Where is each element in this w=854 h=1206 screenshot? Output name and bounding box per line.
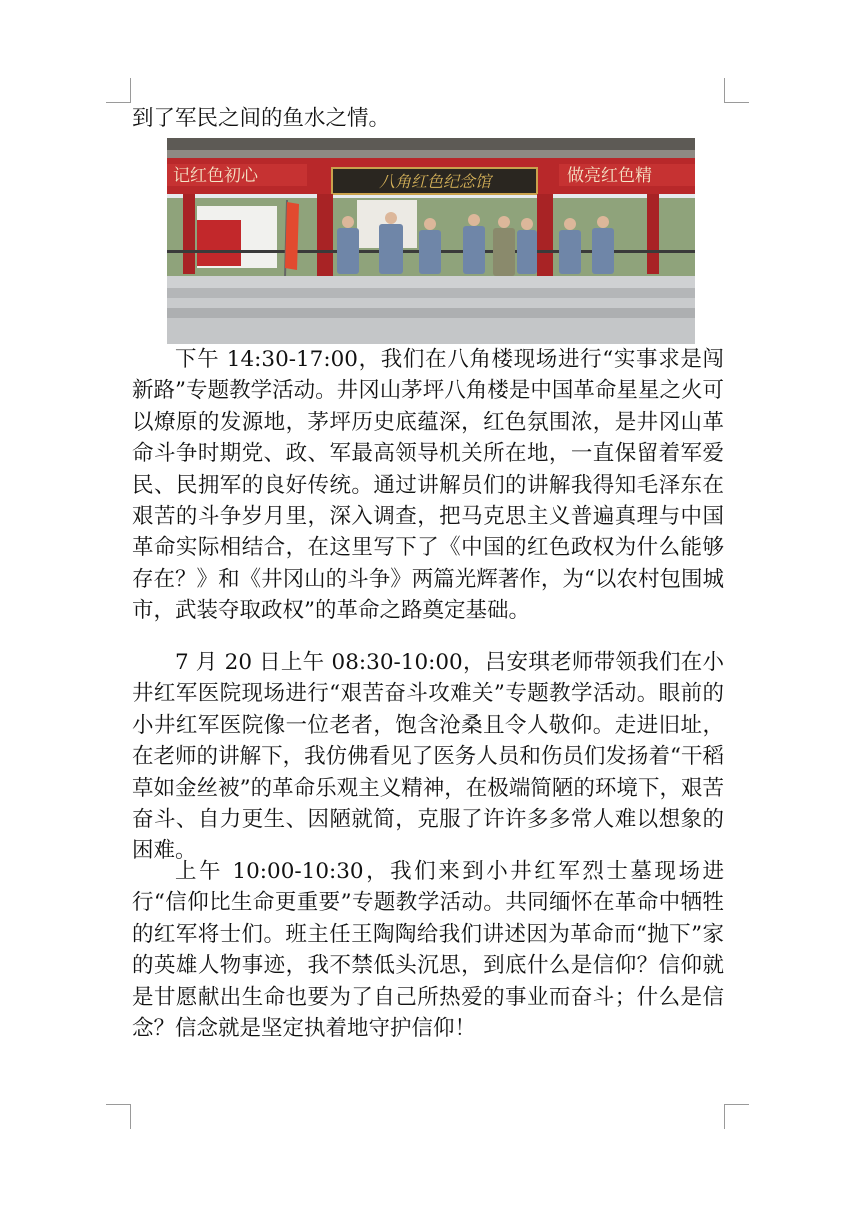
- margin-corner-mark: [724, 78, 749, 103]
- banner-left-text: 记红色初心: [173, 166, 258, 186]
- banner-right-text: 做亮红色精: [567, 166, 652, 186]
- paragraph-xiaojing-hospital: 7 月 20 日上午 08:30-10:00，吕安琪老师带领我们在小井红军医院现场进行“艰苦奋斗攻难关”专题教学活动。眼前的小井红军医院像一位老者，饱含沧桑且令人敬仰。走进旧址，在老师的讲解下，我仿佛看见了医务人员和伤员们发扬着“干稻草如金丝被”的革命乐观主义精神，在极端简陋的环境下，艰苦奋斗、自力更生、因陋就简，克服了许许多多常人难以想象的困难。: [132, 650, 724, 864]
- paragraph-bajiaolou: 下午 14:30-17:00，我们在八角楼现场进行“实事求是闯新路”专题教学活动。井冈山茅坪八角楼是中国革命星星之火可以燎原的发源地，茅坪历史底蕴深，红色氛围浓，是井冈山革命斗争时期党、政、军最高领导机关所在地，一直保留着军爱民、民拥军的良好传统。通过讲解员们的讲解我得知毛泽东在艰苦的斗争岁月里，深入调查，把马克思主义普遍真理与中国革命实际相结合，在这里写下了《中国的红色政权为什么能够存在？》和《井冈山的斗争》两篇光辉著作，为“以农村包围城市，武装夺取政权”的革命之路奠定基础。: [132, 347, 724, 624]
- margin-corner-mark: [724, 1104, 749, 1129]
- plaque-text: 八角红色纪念馆: [378, 172, 492, 191]
- photo-memorial-gate: [167, 138, 695, 344]
- intro-line: 到了军民之间的鱼水之情。: [132, 106, 391, 131]
- margin-corner-mark: [106, 78, 131, 103]
- paragraph-martyrs-cemetery: 上午 10:00-10:30，我们来到小井红军烈士墓现场进行“信仰比生命更重要”专题教学活动。共同缅怀在革命中牺牲的红军将士们。班主任王陶陶给我们讲述因为革命而“抛下”家的英雄人物事迹，我不禁低头沉思，到底什么是信仰？信仰就是甘愿献出生命也要为了自己所热爱的事业而奋斗；什么是信念？信念就是坚定执着地守护信仰！: [132, 859, 724, 1042]
- margin-corner-mark: [106, 1104, 131, 1129]
